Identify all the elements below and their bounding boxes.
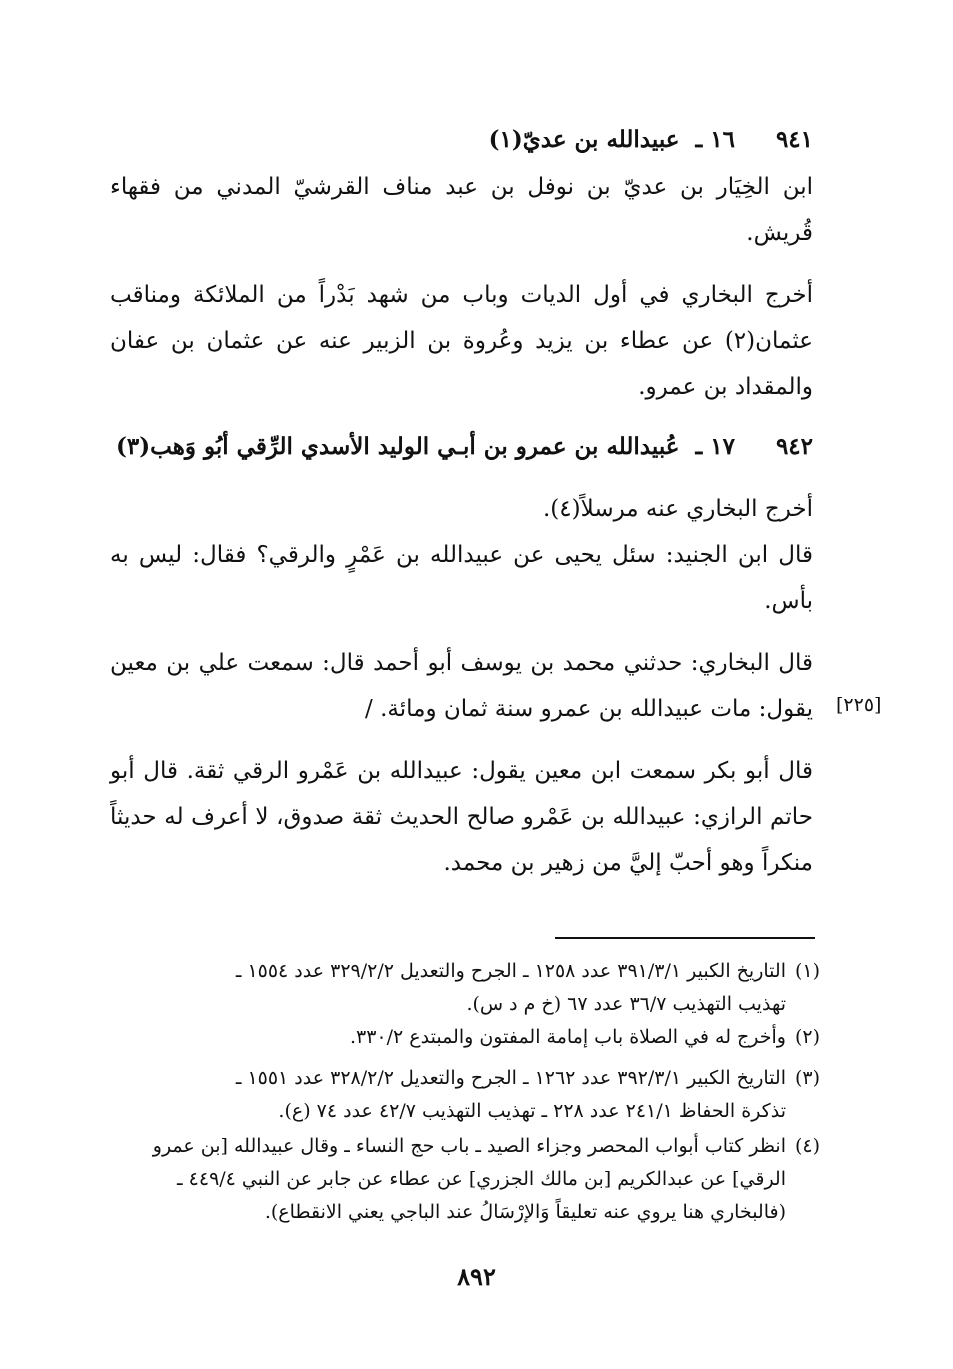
paragraph: قال ابن الجنيد: سئل يحيى عن عبيدالله بن عَمْرٍ والرقي؟ فقال: ليس به بأس. bbox=[110, 542, 813, 614]
entry-heading-942 bbox=[110, 424, 813, 470]
entry-sub-number: ١٧ ـ bbox=[695, 433, 735, 460]
paragraph: قال أبو بكر سمعت ابن معين يقول: عبيدالله بن عَمْرو الرقي ثقة. قال أبو حاتم الرازي: عبيدالله بن عَمْرو صالح الحديث ثقة صدوق، لا أعرف له حديثاً منكراً وهو أحبّ إليَّ من زهير بن محمد. bbox=[110, 758, 813, 876]
paragraph: أخرج البخاري في أول الديات وباب من شهد بَدْراً من الملائكة ومناقب عثمان(٢) عن عطاء بن يزيد وعُروة بن الزبير عنه عن عثمان بن عفان والمقداد بن عمرو. bbox=[110, 282, 813, 400]
paragraph: قال البخاري: حدثني محمد بن يوسف أبو أحمد قال: سمعت علي بن معين يقول: مات عبيدالله بن عمرو سنة ثمان ومائة. / bbox=[110, 650, 813, 722]
entry-sub-number: ١٦ ـ bbox=[695, 126, 735, 153]
margin-page-marker: [٢٢٥] bbox=[836, 694, 882, 716]
entry-name: عُبيدالله بن عمرو بن أبـي الوليد الأسدي الرِّقي أبُو وَهب(٣) bbox=[116, 433, 680, 460]
footnote-1 bbox=[110, 955, 820, 1021]
entry-name: عبيدالله بن عديّ(١) bbox=[488, 126, 680, 153]
entry-number: ٩٤٢ bbox=[775, 433, 813, 460]
paragraph: أخرج البخاري عنه مرسلاً(٤). bbox=[542, 496, 813, 522]
footnote-line: التاريخ الكبير ٣٩٢/٣/١ عدد ١٢٦٢ ـ الجرح والتعديل ٣٢٨/٢/٢ عدد ١٥٥١ ـ bbox=[235, 1067, 786, 1089]
footnote-line: (فالبخاري هنا يروي عنه تعليقاً وَالإرْسَالُ عند الباجي يعني الانقطاع). bbox=[264, 1201, 786, 1223]
footnote-line: التاريخ الكبير ٣٩١/٣/١ عدد ١٢٥٨ ـ الجرح والتعديل ٣٢٩/٢/٢ عدد ١٥٥٤ ـ bbox=[235, 960, 786, 982]
footnote-line: تهذيب التهذيب ٣٦/٧ عدد ٦٧ (خ م د س). bbox=[466, 993, 786, 1015]
footnote-mark: (٣) bbox=[794, 1067, 820, 1089]
footnote-4 bbox=[110, 1130, 820, 1229]
paragraph: ابن الخِيَار بن عديّ بن نوفل بن عبد مناف القرشيّ المدني من فقهاء قُريش. bbox=[110, 174, 813, 246]
page-number: ٨٩٢ bbox=[457, 1262, 496, 1291]
footnote-separator bbox=[555, 937, 815, 939]
footnote-mark: (١) bbox=[794, 960, 820, 982]
footnote-line: وأخرج له في الصلاة باب إمامة المفتون والمبتدع ٣٣٠/٢. bbox=[349, 1026, 786, 1048]
footnote-2 bbox=[110, 1021, 820, 1054]
footnote-mark: (٢) bbox=[794, 1026, 820, 1048]
footnote-mark: (٤) bbox=[794, 1135, 820, 1157]
footnote-line: الرقي] عن عبدالكريم [بن مالك الجزري] عن عطاء عن جابر عن النبي ٤٤٩/٤ ـ bbox=[177, 1168, 786, 1190]
entry-heading-941 bbox=[110, 117, 813, 163]
footnote-line: انظر كتاب أبواب المحصر وجزاء الصيد ـ باب حج النساء ـ وقال عبيدالله [بن عمرو bbox=[152, 1135, 786, 1157]
entry-number: ٩٤١ bbox=[775, 126, 813, 153]
footnote-line: تذكرة الحفاظ ٢٤١/١ عدد ٢٢٨ ـ تهذيب التهذيب ٤٢/٧ عدد ٧٤ (ع). bbox=[278, 1100, 786, 1122]
footnote-3 bbox=[110, 1062, 820, 1128]
